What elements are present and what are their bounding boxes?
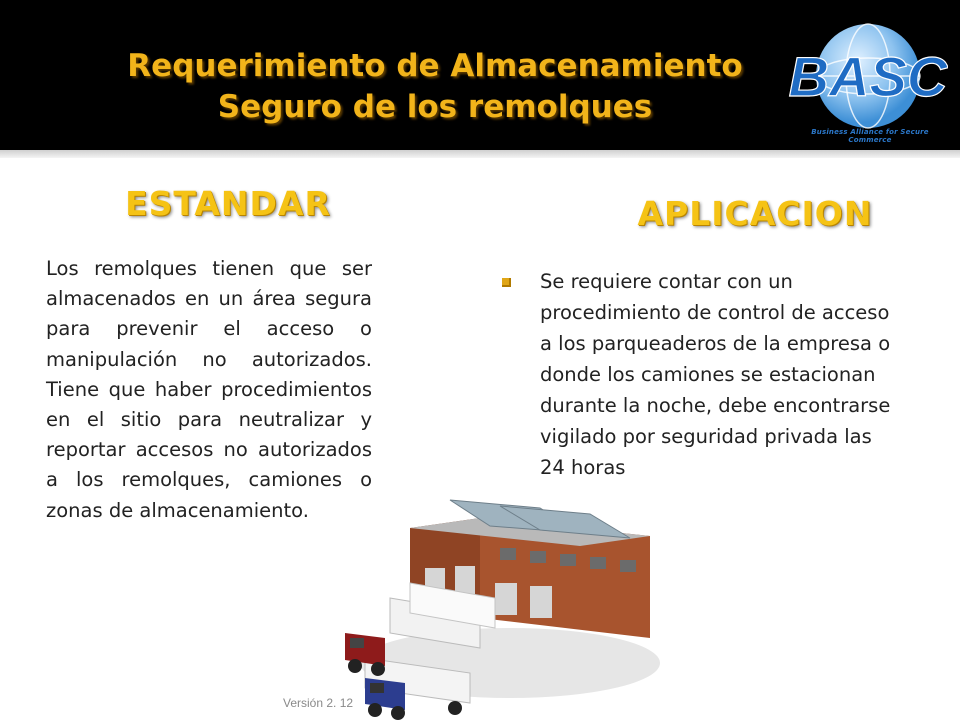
version-footer: Versión 2. 12 xyxy=(283,696,354,710)
header-divider xyxy=(0,150,960,158)
logo-text: BASC xyxy=(788,45,948,108)
estandar-paragraph: Los remolques tienen que ser almacenados en un área segura para prevenir el acceso o manipulación no autorizados. Tiene que haber procedimientos en el sitio para neutralizar y reportar accesos no autorizados a los remolques, camiones o zonas de almacenamiento. xyxy=(46,257,372,522)
logo-tagline: Business Alliance for Secure Commerce xyxy=(811,128,929,144)
title-line-2: Seguro de los remolques xyxy=(217,89,653,125)
heading-aplicacion: APLICACION xyxy=(637,194,873,233)
heading-estandar: ESTANDAR xyxy=(125,184,331,223)
aplicacion-bullet-text: Se requiere contar con un procedimiento de control de acceso a los parqueaderos de la empresa o donde los camiones se estacionan durante la noche, debe encontrarse vigilado por seguridad privada las 24 horas xyxy=(540,270,891,479)
title-line-1: Requerimiento de Almacenamiento xyxy=(127,48,743,84)
warehouse-trucks-illustration xyxy=(330,488,660,720)
bullet-icon xyxy=(502,278,511,287)
slide-title xyxy=(20,46,850,128)
